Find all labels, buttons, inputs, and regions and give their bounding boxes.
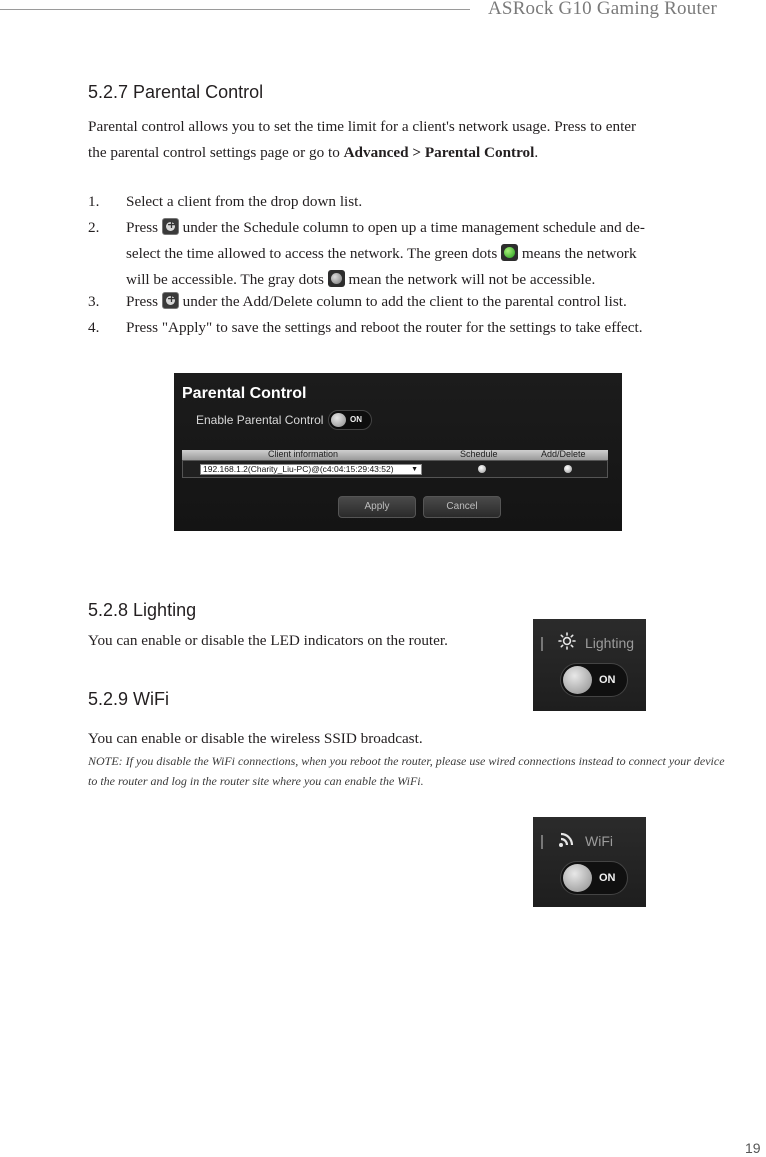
toggle-knob xyxy=(563,864,592,892)
toggle-knob xyxy=(331,413,346,427)
client-table-row xyxy=(182,460,608,478)
column-schedule: Schedule xyxy=(460,449,498,459)
step-number: 4. xyxy=(88,319,100,336)
wifi-text: You can enable or disable the wireless SSID broadcast. xyxy=(88,730,423,747)
divider xyxy=(541,835,543,849)
parental-toggle[interactable] xyxy=(328,410,372,430)
section-heading-wifi: 5.2.9 WiFi xyxy=(88,689,170,709)
step-text-part: Press xyxy=(126,293,162,310)
step-text xyxy=(126,215,726,293)
toggle-knob xyxy=(563,666,592,694)
step-text-part: mean the network will not be accessible. xyxy=(344,271,596,288)
intro-line-2-end: . xyxy=(534,144,539,161)
step-number: 2. xyxy=(88,219,100,236)
schedule-add-button[interactable] xyxy=(478,465,486,473)
divider xyxy=(541,637,543,651)
wifi-icon xyxy=(558,830,578,852)
lighting-text: You can enable or disable the LED indicators on the router. xyxy=(88,632,448,649)
wifi-widget xyxy=(533,817,646,907)
dropdown-arrow-icon: ▼ xyxy=(411,466,418,473)
enable-parental-label: Enable Parental Control xyxy=(196,413,324,427)
wifi-label: WiFi xyxy=(585,833,613,849)
toggle-label: ON xyxy=(350,415,362,424)
intro-line-2: the parental control settings page or go to xyxy=(88,144,344,161)
toggle-label: ON xyxy=(599,872,616,884)
cancel-button[interactable]: Cancel xyxy=(423,496,501,518)
page-number: 19 xyxy=(745,1140,761,1156)
add-client-button[interactable] xyxy=(564,465,572,473)
apply-button[interactable]: Apply xyxy=(338,496,416,518)
step-text: Press "Apply" to save the settings and reboot the router for the settings to take effect. xyxy=(126,319,643,336)
step-number: 3. xyxy=(88,293,100,310)
step-text-part: under the Add/Delete column to add the client to the parental control list. xyxy=(178,293,627,310)
section-heading-parental-control: 5.2.7 Parental Control xyxy=(88,82,264,102)
lighting-toggle[interactable] xyxy=(560,663,628,697)
lighting-label: Lighting xyxy=(585,635,635,651)
client-select[interactable] xyxy=(200,464,422,475)
toggle-label: ON xyxy=(599,674,616,686)
intro-line-1: Parental control allows you to set the time limit for a client's network usage. Press to enter xyxy=(88,118,637,135)
step-text xyxy=(126,289,726,315)
step-text-part: under the Schedule column to open up a time management schedule and de- xyxy=(178,219,645,236)
lighting-widget xyxy=(533,619,646,711)
column-client-information: Client information xyxy=(268,449,339,459)
add-circle-icon xyxy=(162,292,179,309)
wifi-note: NOTE: If you disable the WiFi connections, when you reboot the router, please use wired connections instead to connect your device to the router and log in the router site where you can enable the WiFi. xyxy=(88,754,725,788)
parental-intro xyxy=(88,114,728,166)
client-select-value: 192.168.1.2(Charity_Liu-PC)@(c4:04:15:29:43:52) xyxy=(203,464,394,474)
gray-dot-icon xyxy=(328,270,345,287)
step-text-part: means the network xyxy=(518,245,637,262)
sun-icon xyxy=(558,632,576,654)
step-text-part: select the time allowed to access the network. The green dots xyxy=(126,245,502,262)
green-dot-icon xyxy=(501,244,518,261)
menu-path: Advanced > Parental Control xyxy=(343,144,535,161)
step-2 xyxy=(88,215,728,293)
step-text: Select a client from the drop down list. xyxy=(126,193,363,210)
client-table-header xyxy=(182,450,608,460)
parental-control-panel xyxy=(174,373,622,531)
step-number: 1. xyxy=(88,193,100,210)
step-text-part: will be accessible. The gray dots xyxy=(126,271,328,288)
step-text-part: Press xyxy=(126,219,162,236)
section-heading-lighting: 5.2.8 Lighting xyxy=(88,600,197,620)
header-rule xyxy=(0,9,470,10)
header-title: ASRock G10 Gaming Router xyxy=(488,0,718,19)
panel-title: Parental Control xyxy=(182,385,307,402)
wifi-toggle[interactable] xyxy=(560,861,628,895)
column-add-delete: Add/Delete xyxy=(541,449,586,459)
add-circle-icon xyxy=(162,218,179,235)
